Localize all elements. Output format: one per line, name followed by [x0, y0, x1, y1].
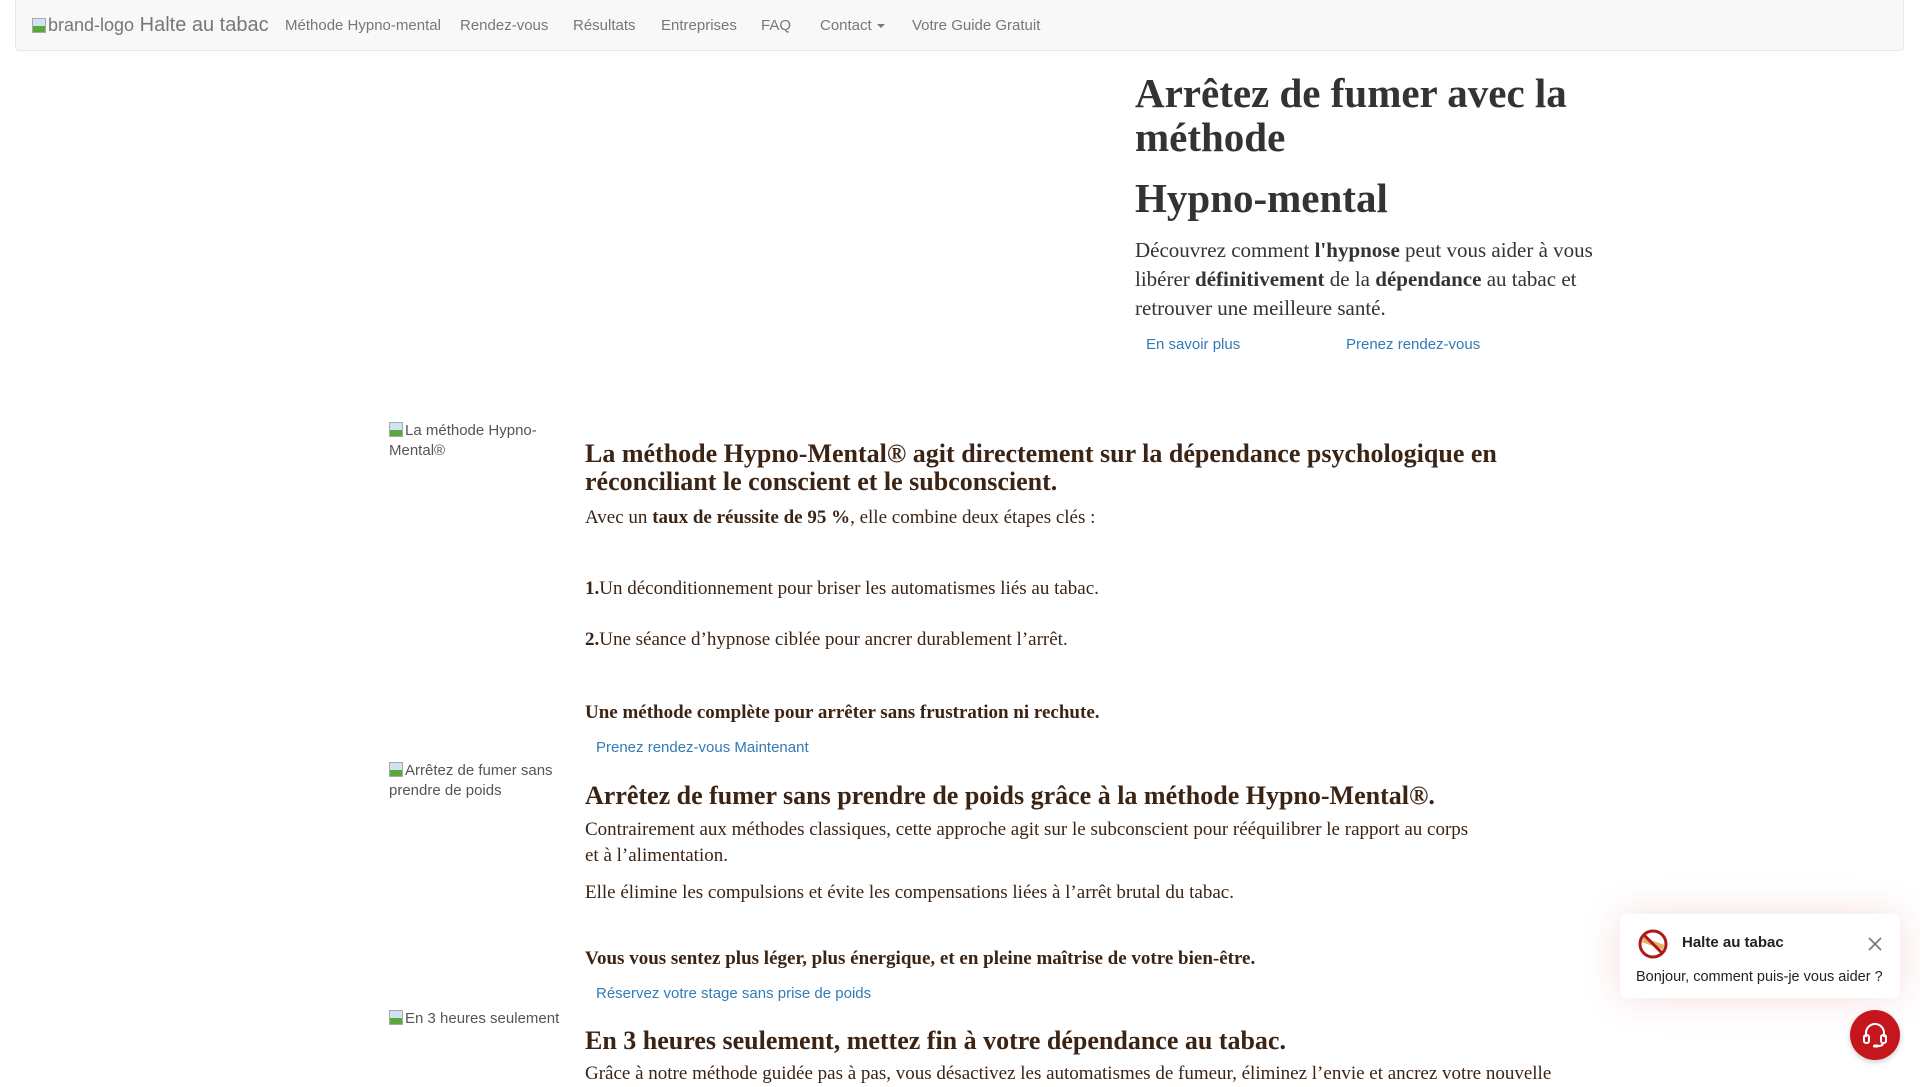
- headset-icon: [1861, 1021, 1889, 1049]
- section2-p1: Contrairement aux méthodes classiques, cette approche agit sur le subconscient pour rééquilibrer le rapport au corps et à l’alimentation.: [585, 819, 1469, 866]
- brand-text: Halte au tabac: [139, 14, 269, 36]
- nav-contact-dropdown[interactable]: [820, 0, 885, 51]
- section3-p1: Grâce à notre méthode guidée pas à pas, vous désactivez les automatismes de fumeur, éliminez l’envie et ancrez votre nouvelle: [585, 1063, 1552, 1084]
- section1-intro: Avec un taux de réussite de 95 %, elle combine deux étapes clés :: [585, 507, 1096, 528]
- brand-logo-icon: [32, 18, 46, 33]
- nav-contact-label: Contact: [820, 17, 872, 34]
- brand-link[interactable]: [32, 0, 269, 51]
- section3-title: En 3 heures seulement, mettez fin à votre dépendance au tabac.: [585, 1026, 1286, 1055]
- nav-entreprises[interactable]: Entreprises: [661, 17, 737, 34]
- nav-resultats[interactable]: Résultats: [573, 17, 636, 34]
- book-appointment-link[interactable]: Prenez rendez-vous: [1346, 336, 1481, 353]
- no-smoking-icon: [1637, 928, 1669, 960]
- section2-title: Arrêtez de fumer sans prendre de poids grâce à la méthode Hypno-Mental®.: [585, 781, 1435, 810]
- hero-title-line1: Arrêtez de fumer avec la: [1135, 70, 1567, 116]
- navbar: [15, 0, 1904, 51]
- method-image: La méthode Hypno-Mental®: [389, 422, 537, 459]
- book-now-link[interactable]: Prenez rendez-vous Maintenant: [596, 739, 809, 756]
- broken-image-icon: [389, 1010, 403, 1025]
- nav-rendez-vous[interactable]: Rendez-vous: [460, 17, 549, 34]
- chat-name: Halte au tabac: [1682, 934, 1784, 951]
- section2-p2: Elle élimine les compulsions et évite les compensations liées à l’arrêt brutal du tabac.: [585, 882, 1234, 903]
- step-2: 2.Une séance d’hypnose ciblée pour ancrer durablement l’arrêt.: [585, 629, 1068, 650]
- broken-image-icon: [389, 762, 403, 777]
- nav-guide[interactable]: Votre Guide Gratuit: [912, 17, 1041, 34]
- section2-conclusion: Vous vous sentez plus léger, plus énergique, et en pleine maîtrise de votre bien-être.: [585, 948, 1256, 969]
- nav-methode[interactable]: Méthode Hypno-mental: [285, 17, 441, 34]
- section1-title: La méthode Hypno-Mental® agit directement sur la dépendance psychologique en réconciliant le conscient et le subconscient.: [585, 439, 1497, 496]
- chat-support-button[interactable]: [1850, 1010, 1900, 1060]
- reserve-stage-link[interactable]: Réservez votre stage sans prise de poids: [596, 985, 872, 1002]
- section1-conclusion: Une méthode complète pour arrêter sans frustration ni rechute.: [585, 702, 1100, 723]
- hero-title-line2: méthode: [1135, 114, 1286, 160]
- chat-popup[interactable]: [1620, 914, 1900, 998]
- caret-down-icon: [877, 24, 885, 28]
- weight-image: Arrêtez de fumer sans prendre de poids: [389, 762, 553, 799]
- step-1: 1.Un déconditionnement pour briser les automatismes liés au tabac.: [585, 578, 1099, 599]
- brand-logo-alt: brand-logo: [48, 15, 135, 35]
- hero-title-line3: Hypno-mental: [1135, 175, 1388, 221]
- three-hours-image: En 3 heures seulement: [389, 1009, 589, 1029]
- hero-lead: Découvrez comment l'hypnose peut vous aider à vous libérer définitivement de la dépendance au tabac et retrouver une meilleure santé.: [1135, 238, 1593, 320]
- learn-more-link[interactable]: En savoir plus: [1146, 336, 1241, 353]
- close-icon[interactable]: [1868, 937, 1882, 951]
- broken-image-icon: [389, 422, 403, 437]
- chat-message: Bonjour, comment puis-je vous aider ?: [1636, 969, 1883, 985]
- nav-faq[interactable]: FAQ: [761, 17, 792, 34]
